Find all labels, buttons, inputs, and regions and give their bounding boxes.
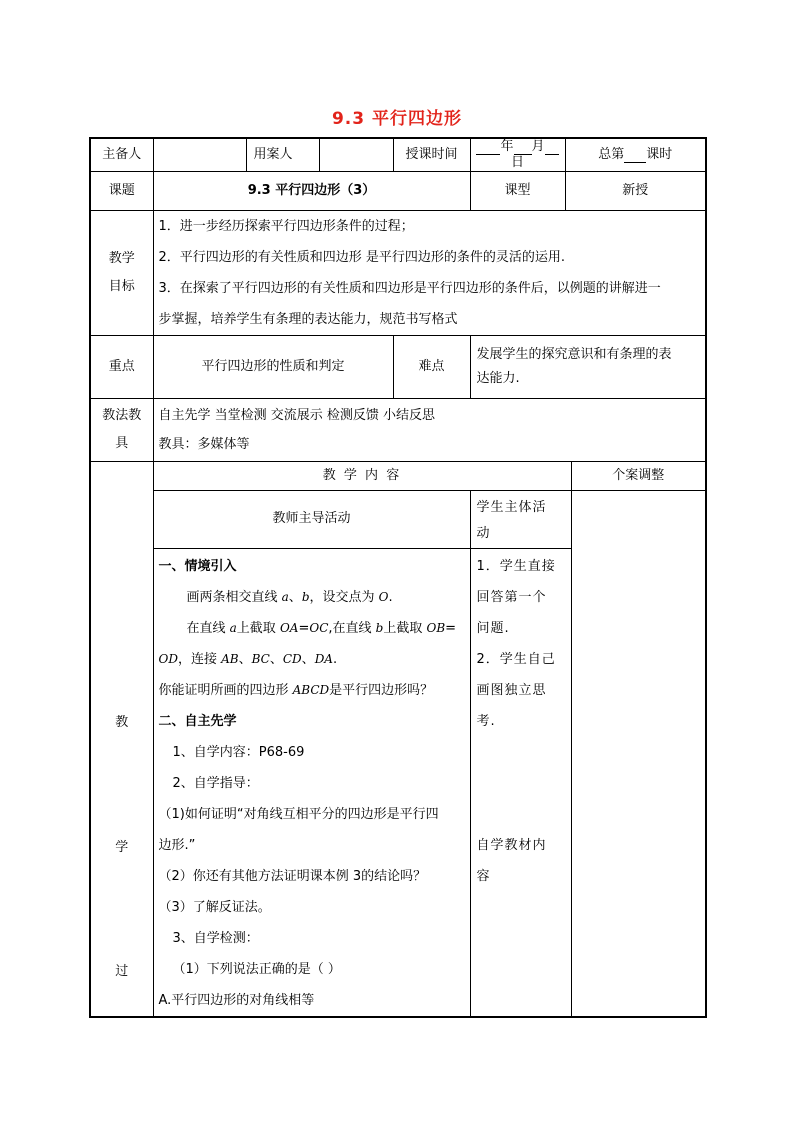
student-note: 自学教材内	[476, 837, 547, 853]
activity-line: 边形.”	[158, 837, 196, 853]
lesson-plan-table	[89, 137, 707, 1018]
goal-item: 1．进一步经历探索平行四边形条件的过程；	[158, 218, 414, 234]
teacher-header: 教师主导活动	[153, 490, 470, 548]
adjust-header: 个案调整	[571, 461, 706, 490]
goals-content	[153, 210, 706, 335]
type-value: 新授	[565, 171, 706, 210]
activity-line: 3、自学检测：	[172, 930, 259, 946]
topic-label: 课题	[90, 171, 153, 210]
topic-row	[90, 171, 706, 210]
activity-line: 在直线 a上截取 OA=OC,在直线 b上截取 OB=	[186, 620, 457, 636]
methods-row	[90, 398, 706, 461]
user-label: 用案人	[246, 138, 319, 171]
process-side-label: 教 学 过	[90, 461, 153, 1017]
activity-line: 1、自学内容：P68-69	[172, 744, 305, 760]
student-note: 2．学生自己	[476, 651, 556, 667]
key-points-value: 平行四边形的性质和判定	[153, 335, 393, 398]
goals-row	[90, 210, 706, 335]
section-title: 一、情境引入	[158, 558, 237, 574]
adjust-column	[571, 490, 706, 1017]
goal-item: 步掌握，培养学生有条理的表达能力，规范书写格式	[158, 311, 458, 327]
topic-value: 9.3 平行四边形（3）	[153, 171, 470, 210]
header-row	[90, 138, 706, 171]
date-label: 授课时间	[393, 138, 470, 171]
process-header-row	[90, 461, 706, 490]
user-value	[319, 138, 393, 171]
page-title: 9.3 平行四边形	[331, 109, 463, 129]
key-points-row	[90, 335, 706, 398]
key-points-label: 重点	[90, 335, 153, 398]
student-note: 问题.	[476, 620, 510, 636]
activity-line: （1）下列说法正确的是（ ）	[172, 961, 341, 977]
student-note: 考.	[476, 713, 496, 729]
goals-label: 教学 目标	[90, 210, 153, 335]
methods-content: 自主先学 当堂检测 交流展示 检测反馈 小结反思 教具：多媒体等	[153, 398, 706, 461]
student-note: 回答第一个	[476, 589, 547, 605]
goal-item: 3．在探索了平行四边形的有关性质和四边形是平行四边形的条件后，以例题的讲解进一	[158, 280, 661, 296]
activity-header-row	[90, 490, 706, 548]
student-activity	[470, 548, 571, 1017]
activity-line: 2、自学指导：	[172, 775, 259, 791]
activity-line: A.平行四边形的对角线相等	[158, 992, 315, 1008]
content-header: 教 学 内 容	[153, 461, 571, 490]
student-header: 学生主体活 动	[470, 490, 571, 548]
methods-label: 教法教 具	[90, 398, 153, 461]
difficulty-label: 难点	[393, 335, 470, 398]
teacher-activity	[153, 548, 470, 1017]
student-note: 1．学生直接	[476, 558, 556, 574]
goal-item: 2．平行四边形的有关性质和四边形 是平行四边形的条件的灵活的运用.	[158, 249, 566, 265]
section-title: 二、自主先学	[158, 713, 237, 729]
activity-line: 画两条相交直线 a、b，设交点为 O.	[186, 589, 393, 605]
student-note: 容	[476, 868, 491, 884]
preparer-value	[153, 138, 246, 171]
difficulty-value: 发展学生的探究意识和有条理的表 达能力.	[470, 335, 706, 398]
student-note: 画图独立思	[476, 682, 547, 698]
activity-line: （3）了解反证法。	[158, 899, 271, 915]
date-field: 年 月日	[470, 138, 565, 171]
preparer-label: 主备人	[90, 138, 153, 171]
type-label: 课型	[470, 171, 565, 210]
activity-line: 你能证明所画的四边形 ABCD是平行四边形吗？	[158, 682, 434, 698]
period-field: 总第 课时	[565, 138, 706, 171]
activity-line: （2）你还有其他方法证明课本例 3的结论吗？	[158, 868, 427, 884]
activity-line: （1)如何证明“对角线互相平分的四边形是平行四	[158, 806, 439, 822]
activity-line: OD，连接 AB、BC、CD、DA.	[158, 651, 338, 667]
